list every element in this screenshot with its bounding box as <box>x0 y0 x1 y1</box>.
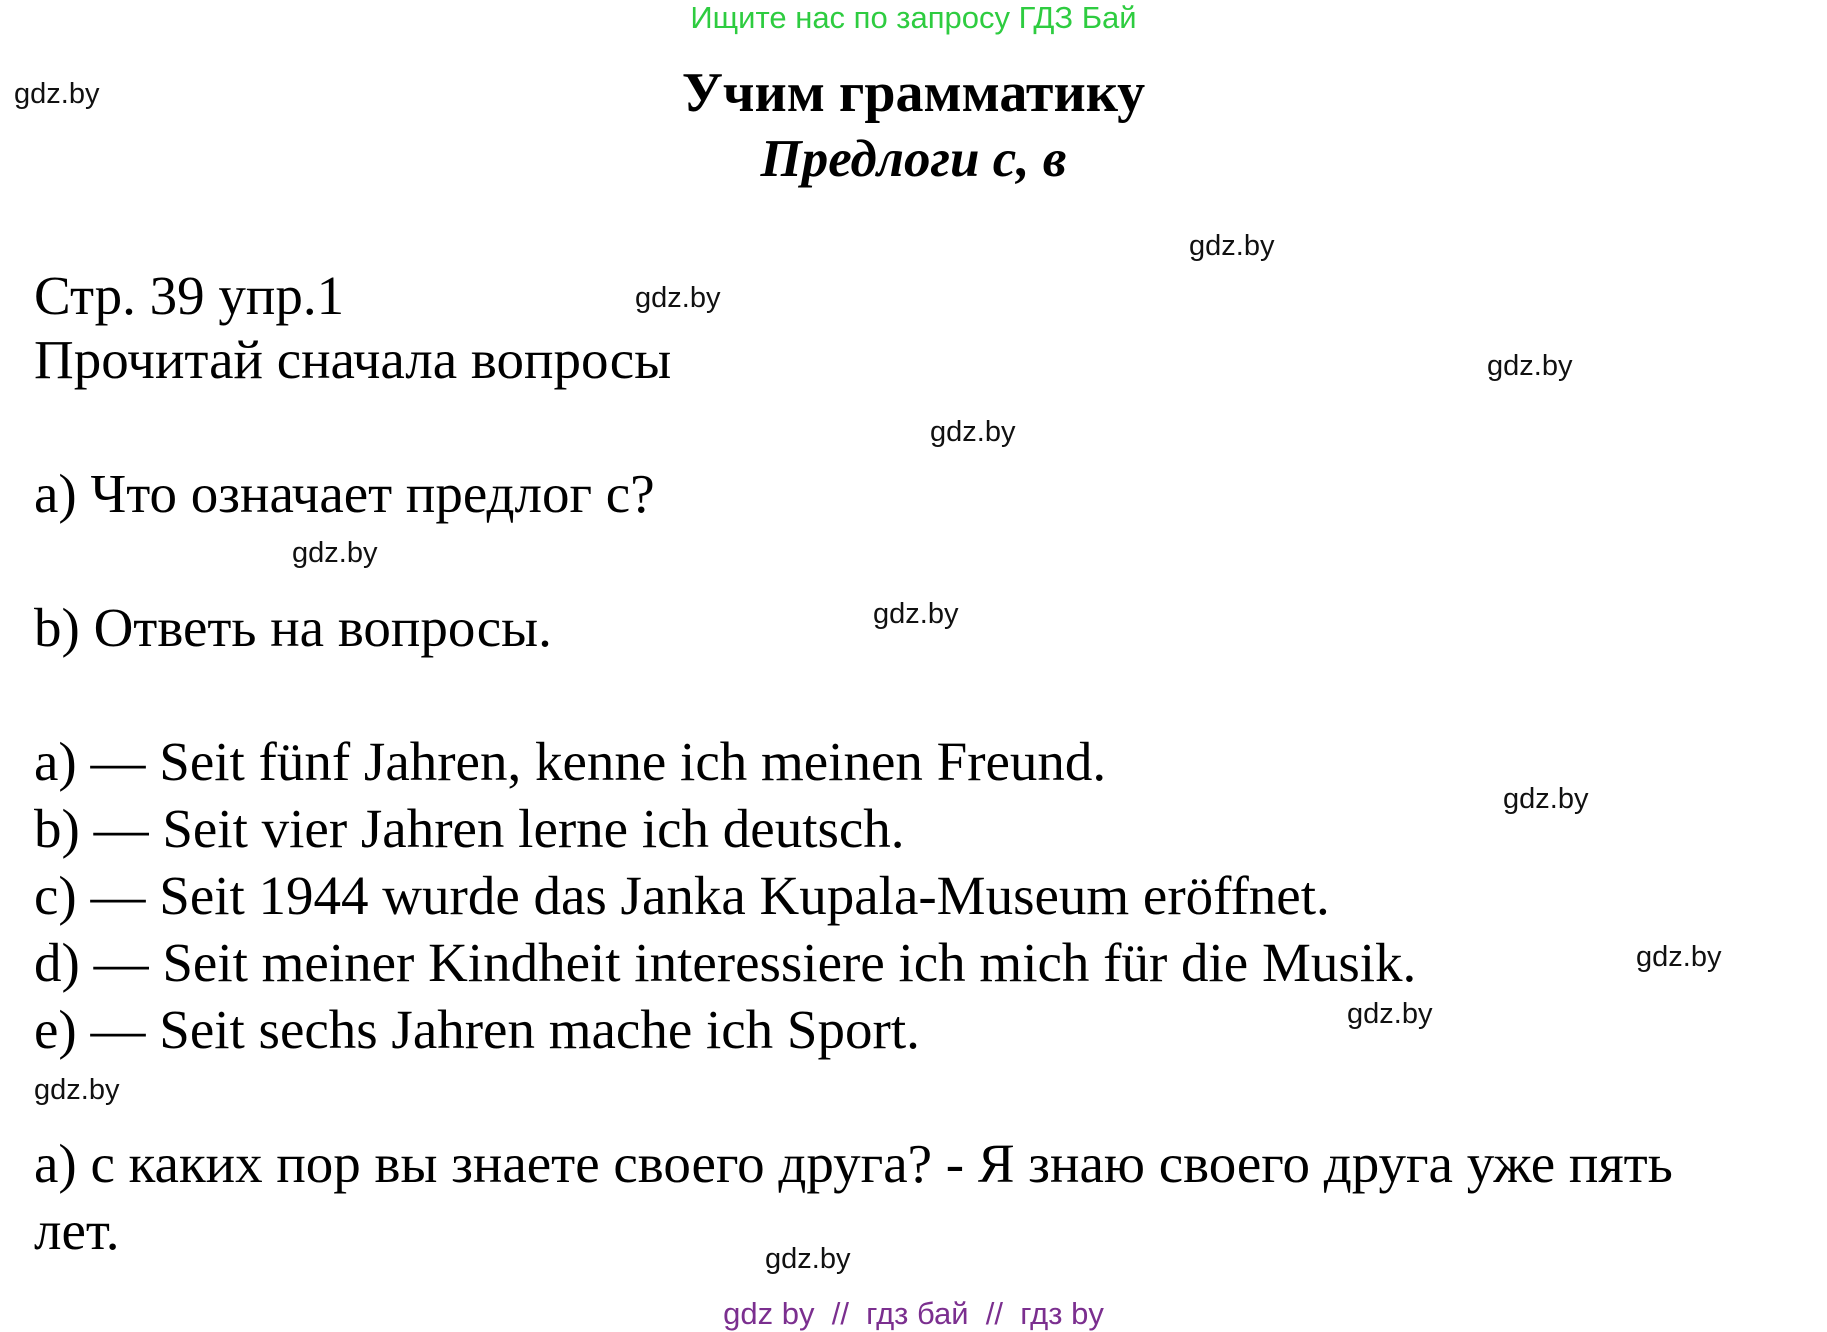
task-a: a) Что означает предлог с? <box>34 463 655 524</box>
answer-b: b) — Seit vier Jahren lerne ich deutsch. <box>34 798 905 859</box>
task-b: b) Ответь на вопросы. <box>34 597 552 658</box>
watermark: gdz.by <box>14 78 100 110</box>
watermark: gdz.by <box>930 416 1016 448</box>
watermark: gdz.by <box>873 598 959 630</box>
translation-line-2: лет. <box>34 1200 120 1261</box>
top-banner: Ищите нас по запросу ГДЗ Бай <box>690 0 1137 35</box>
translation-line-1: а) с каких пор вы знаете своего друга? - Я знаю своего друга уже пять <box>34 1133 1673 1194</box>
watermark: gdz.by <box>1487 350 1573 382</box>
exercise-instruction: Прочитай сначала вопросы <box>34 329 672 390</box>
watermark: gdz.by <box>292 537 378 569</box>
watermark: gdz.by <box>765 1243 851 1275</box>
watermark: gdz.by <box>1189 230 1275 262</box>
watermark: gdz.by <box>1347 998 1433 1030</box>
answer-a: a) — Seit fünf Jahren, kenne ich meinen Freund. <box>34 731 1107 792</box>
answer-e: e) — Seit sechs Jahren mache ich Sport. <box>34 999 920 1060</box>
watermark: gdz.by <box>1503 783 1589 815</box>
page-title: Учим грамматику <box>681 62 1146 124</box>
watermark: gdz.by <box>1636 941 1722 973</box>
answer-c: c) — Seit 1944 wurde das Janka Kupala-Museum eröffnet. <box>34 865 1330 926</box>
bottom-banner: gdz by // гдз бай // гдз by <box>723 1296 1104 1331</box>
page-subtitle: Предлоги с, в <box>760 130 1067 188</box>
answer-d: d) — Seit meiner Kindheit interessiere ich mich für die Musik. <box>34 932 1417 993</box>
watermark: gdz.by <box>635 282 721 314</box>
exercise-heading: Стр. 39 упр.1 <box>34 265 345 326</box>
watermark: gdz.by <box>34 1074 120 1106</box>
